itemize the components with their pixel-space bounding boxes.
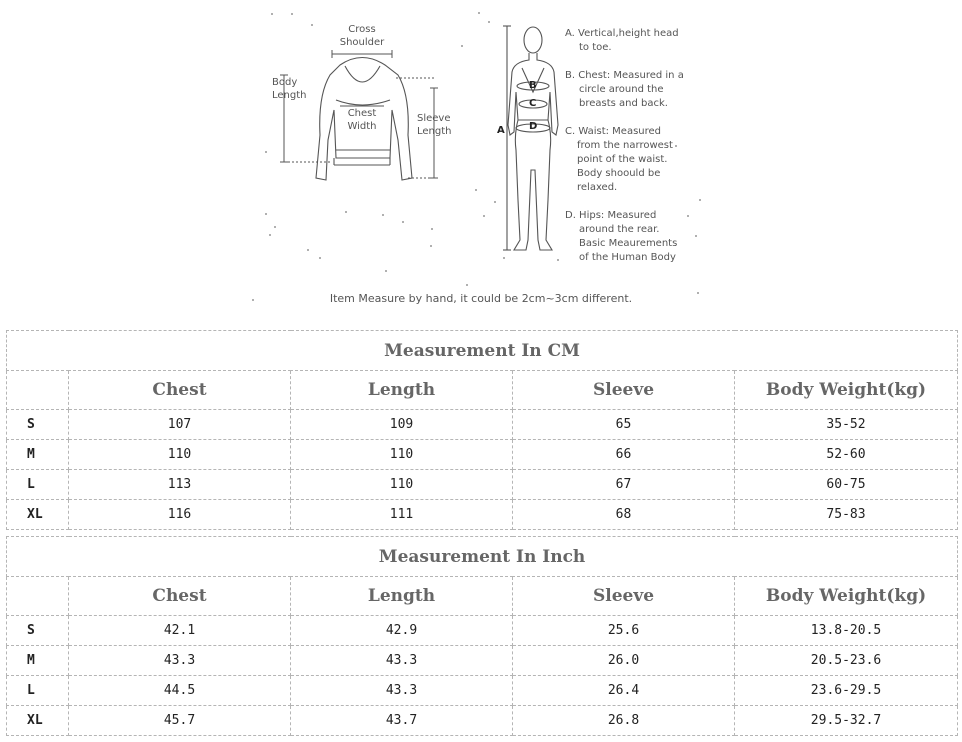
body-weight-cell: 29.5-32.7 xyxy=(735,706,958,736)
sleeve-cell: 26.4 xyxy=(513,676,735,706)
sleeve-cell: 26.0 xyxy=(513,646,735,676)
sleeve-cell: 67 xyxy=(513,470,735,500)
body-weight-cell: 75-83 xyxy=(735,500,958,530)
table-row xyxy=(7,500,958,530)
note-waist-line: point of the waist. xyxy=(577,154,668,165)
table-title: Measurement In Inch xyxy=(7,537,958,577)
sleeve-cell: 68 xyxy=(513,500,735,530)
note-chest-line: circle around the xyxy=(579,84,664,95)
table-title: Measurement In CM xyxy=(7,331,958,371)
table-row xyxy=(7,646,958,676)
cross-shoulder-label: Cross Shoulder xyxy=(339,24,385,48)
chest-cell: 110 xyxy=(69,440,291,470)
table-header-row xyxy=(7,577,958,616)
header-cell-empty xyxy=(7,577,69,616)
sleeve-cell: 66 xyxy=(513,440,735,470)
body-letter-b: B xyxy=(529,80,537,91)
body-length-label: Body Length xyxy=(272,77,307,101)
chest-cell: 113 xyxy=(69,470,291,500)
body-sketch xyxy=(503,26,558,250)
measure-disclaimer: Item Measure by hand, it could be 2cm~3cm different. xyxy=(329,292,633,305)
note-waist-line: relaxed. xyxy=(577,182,618,193)
header-chest: Chest xyxy=(69,577,291,616)
length-cell: 110 xyxy=(291,470,513,500)
note-hips-line: of the Human Body xyxy=(579,252,676,263)
size-cell: L xyxy=(7,676,69,706)
length-cell: 43.3 xyxy=(291,646,513,676)
size-cell: XL xyxy=(7,500,69,530)
chest-cell: 44.5 xyxy=(69,676,291,706)
size-table-inch xyxy=(6,536,958,736)
note-height-title: A. Vertical,height head xyxy=(565,28,679,39)
body-letter-a: A xyxy=(497,125,505,136)
table-title-row xyxy=(7,331,958,371)
body-weight-cell: 35-52 xyxy=(735,410,958,440)
sleeve-cell: 25.6 xyxy=(513,616,735,646)
size-cell: M xyxy=(7,646,69,676)
body-weight-cell: 20.5-23.6 xyxy=(735,646,958,676)
table-title-row xyxy=(7,537,958,577)
header-sleeve: Sleeve xyxy=(513,371,735,410)
note-chest xyxy=(565,69,700,111)
length-cell: 43.7 xyxy=(291,706,513,736)
size-cell: S xyxy=(7,410,69,440)
body-letter-c: C xyxy=(529,98,537,109)
length-cell: 43.3 xyxy=(291,676,513,706)
table-row xyxy=(7,470,958,500)
note-hips-line: around the rear. xyxy=(579,224,660,235)
body-weight-cell: 60-75 xyxy=(735,470,958,500)
size-cell: XL xyxy=(7,706,69,736)
chest-cell: 42.1 xyxy=(69,616,291,646)
header-length: Length xyxy=(291,577,513,616)
header-body-weight: Body Weight(kg) xyxy=(735,577,958,616)
table-header-row xyxy=(7,371,958,410)
body-weight-cell: 52-60 xyxy=(735,440,958,470)
note-height xyxy=(565,27,700,55)
note-waist-title: C. Waist: Measured xyxy=(565,126,662,137)
length-cell: 110 xyxy=(291,440,513,470)
chest-cell: 45.7 xyxy=(69,706,291,736)
length-cell: 109 xyxy=(291,410,513,440)
body-letter-d: D xyxy=(529,121,538,132)
note-chest-line: breasts and back. xyxy=(579,98,668,109)
size-guide-diagram xyxy=(0,0,962,325)
body-weight-cell: 23.6-29.5 xyxy=(735,676,958,706)
table-row xyxy=(7,706,958,736)
header-sleeve: Sleeve xyxy=(513,577,735,616)
length-cell: 111 xyxy=(291,500,513,530)
table-row xyxy=(7,410,958,440)
sleeve-cell: 65 xyxy=(513,410,735,440)
sleeve-length-label: Sleeve Length xyxy=(417,113,452,137)
sleeve-cell: 26.8 xyxy=(513,706,735,736)
size-cell: M xyxy=(7,440,69,470)
note-hips-title: D. Hips: Measured xyxy=(565,210,657,221)
note-chest-title: B. Chest: Measured in a xyxy=(565,70,684,81)
table-row xyxy=(7,616,958,646)
size-table-cm xyxy=(6,330,958,530)
note-hips xyxy=(565,209,700,265)
header-chest: Chest xyxy=(69,371,291,410)
note-hips-line: Basic Meaurements xyxy=(579,238,678,249)
table-row xyxy=(7,676,958,706)
length-cell: 42.9 xyxy=(291,616,513,646)
garment-and-body-illustration xyxy=(0,0,962,325)
table-row xyxy=(7,440,958,470)
chest-cell: 107 xyxy=(69,410,291,440)
note-waist-line: from the narrowest xyxy=(577,140,673,151)
body-weight-cell: 13.8-20.5 xyxy=(735,616,958,646)
size-cell: S xyxy=(7,616,69,646)
header-cell-empty xyxy=(7,371,69,410)
note-waist-line: Body shoould be xyxy=(577,168,661,179)
chest-width-label: Chest Width xyxy=(347,108,377,132)
chest-cell: 43.3 xyxy=(69,646,291,676)
header-body-weight: Body Weight(kg) xyxy=(735,371,958,410)
note-height-line: to toe. xyxy=(579,42,612,53)
size-cell: L xyxy=(7,470,69,500)
note-waist xyxy=(565,125,700,195)
chest-cell: 116 xyxy=(69,500,291,530)
header-length: Length xyxy=(291,371,513,410)
